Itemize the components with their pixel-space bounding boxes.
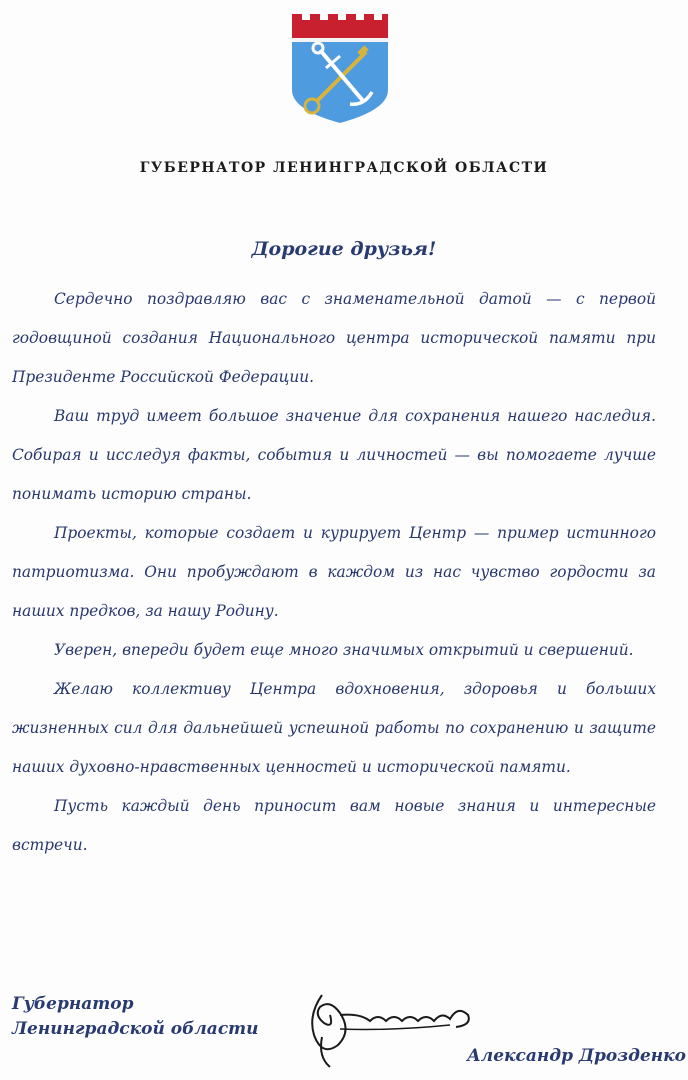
signer-position-line1: Губернатор (12, 994, 134, 1014)
signer-position (12, 992, 259, 1042)
handwritten-signature (300, 985, 480, 1070)
letter-paragraph: Желаю коллективу Центра вдохновения, здоровья и больших жизненных сил для дальнейшей успешной работы по сохранению и защите наших духовно-нравственных ценностей и исторической памяти. (12, 680, 656, 776)
letter-paragraph: Проекты, которые создает и курирует Центр — пример истинного патриотизма. Они пробуждают в каждом из нас чувство гордости за наших предков, за нашу Родину. (12, 524, 656, 620)
page-title: ГУБЕРНАТОР ЛЕНИНГРАДСКОЙ ОБЛАСТИ (139, 160, 549, 176)
signer-name: Александр Дрозденко (466, 1046, 686, 1066)
coat-of-arms-icon (290, 10, 390, 125)
letter-greeting: Дорогие друзья! (251, 238, 437, 260)
letter-paragraph: Сердечно поздравляю вас с знаменательной датой — с первой годовщиной создания Национального центра исторической памяти при Президенте Российской Федерации. (12, 290, 656, 386)
letter-paragraph: Ваш труд имеет большое значение для сохранения нашего наследия. Собирая и исследуя факты, события и личностей — вы помогаете лучше понимать историю страны. (12, 407, 656, 503)
letter-paragraph: Пусть каждый день приносит вам новые знания и интересные встречи. (12, 797, 656, 854)
letter-body (12, 280, 656, 865)
letter-paragraph: Уверен, впереди будет еще много значимых открытий и свершений. (54, 641, 634, 659)
signer-position-line2: Ленинградской области (12, 1019, 259, 1039)
